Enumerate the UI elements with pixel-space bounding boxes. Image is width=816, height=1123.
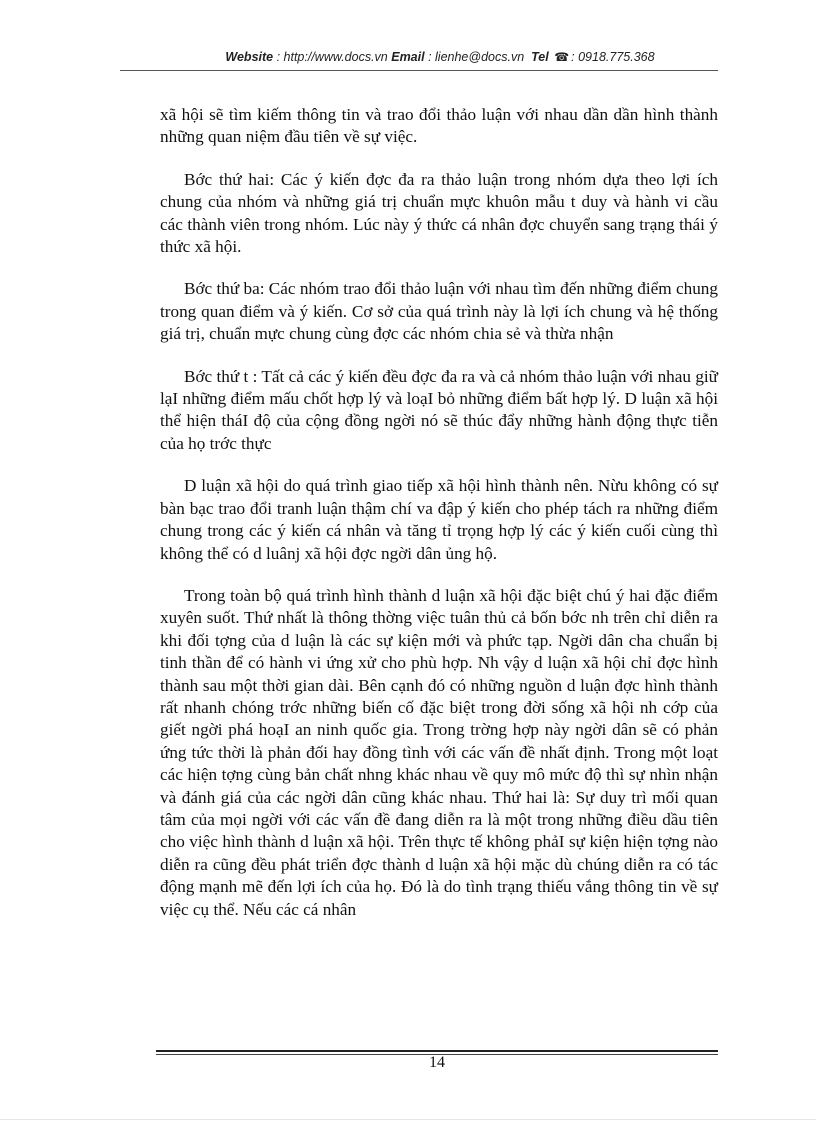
paragraph-4: Bớc thứ t : Tất cả các ý kiến đều đợc đa ra và cả nhóm thảo luận với nhau giữ lạI những điểm mấu chốt hợp lý và loạI bỏ những điểm bất hợp lý. D luận xã hội thể hiện tháI độ của cộng đồng ngời nó sẽ thúc đẩy những hành động thực tiễn của họ trớc thực xyxy=(160,366,718,453)
paragraph-5: D luận xã hội do quá trình giao tiếp xã hội hình thành nên. Nừu không có sự bàn bạc trao đổi tranh luận thậm chí va đập ý kiến cho phép tách ra những điểm chung trong các ý kiến cá nhân và tăng tỉ trọng hợp lý các ý kiến cuối cùng thì không thể có d luânj xã hội đợc ngời dân ủng hộ. xyxy=(160,476,718,563)
tel-label: Tel xyxy=(531,50,549,64)
tel-number: 0918.775.368 xyxy=(578,50,655,64)
tel-separator: : xyxy=(571,50,579,64)
email-separator: : xyxy=(424,50,436,64)
paragraph-3: Bớc thứ ba: Các nhóm trao đổi thảo luận với nhau tìm đến những điểm chung trong quan điểm và ý kiến. Cơ sở của quá trình này là lợi ích chung và hệ thống giá trị, chuẩn mực chung cùng đợc các nhóm chia sẻ và thừa nhận xyxy=(160,279,718,344)
website-url[interactable]: http://www.docs.vn xyxy=(283,50,388,64)
paragraph-1: xã hội sẽ tìm kiếm thông tin và trao đổi thảo luận với nhau dần dần hình thành những quan niệm đầu tiên về sự việc. xyxy=(160,105,718,147)
website-separator: : xyxy=(273,50,284,64)
email-label: Email xyxy=(391,50,425,64)
page-header xyxy=(120,50,760,64)
website-label: Website xyxy=(225,50,274,64)
page-bottom-edge xyxy=(0,1119,816,1120)
paragraph-2: Bớc thứ hai: Các ý kiến đợc đa ra thảo luận trong nhóm dựa theo lợi ích chung của nhóm và những giá trị chuẩn mực khuôn mẫu t duy và hành vi cầu các thành viên trong nhóm. Lúc này ý thức cá nhân đợc chuyển sang trạng thái ý thức xã hội. xyxy=(160,169,718,257)
page-body xyxy=(160,104,718,921)
paragraph-6: Trong toàn bộ quá trình hình thành d luận xã hội đặc biệt chú ý hai đặc điểm xuyên suốt. Thứ nhất là thông thờng việc tuân thủ cả bốn bớc nh trên chỉ diễn ra khi đối tợng của d luận là các sự kiện mới và phức tạp. Ngời dân cha chuẩn bị tinh thần để có hành vi ứng xử cho phù hợp. Nh vậy d luận xã hội chỉ đợc hình thành sau một thời gian dài. Bên cạnh đó có những nguồn d luận đợc hình thành rất nhanh chóng trớc những biến cố đặc biệt trong đời sống xã hội nh cớp của giết ngời phá hoạI an ninh quốc gia. Trong trờng hợp này ngời dân sẽ có phản ứng tức thời là phản đối hay đồng tình với các vấn đề nhất định. Trong một loạt các hiện tợng cùng bản chất nhng khác nhau về quy mô mức độ thì sự nhìn nhận và đánh giá của các ngời dân cũng khác nhau. Thứ hai là: Sự duy trì mối quan tâm của mọi ngời với các vấn đề đang diễn ra là một trong những điều dầu tiên cho việc hình thành d luận xã hội. Trên thực tế không phảI sự kiện hiện tợng nào diễn ra cũng đều phát triển đợc thành d luận xã hội mặc dù chúng diễn ra có tác động mạnh mẽ đến lợi ích của họ. Đó là do tình trạng thiếu vắng thông tin về sự việc cụ thể. Nếu các cá nhân xyxy=(160,585,718,919)
footer-divider-thick xyxy=(156,1050,718,1052)
header-divider xyxy=(120,70,718,71)
phone-icon: ☎ xyxy=(554,50,570,64)
page-number: 14 xyxy=(429,1054,445,1071)
email-address[interactable]: lienhe@docs.vn xyxy=(435,50,525,64)
